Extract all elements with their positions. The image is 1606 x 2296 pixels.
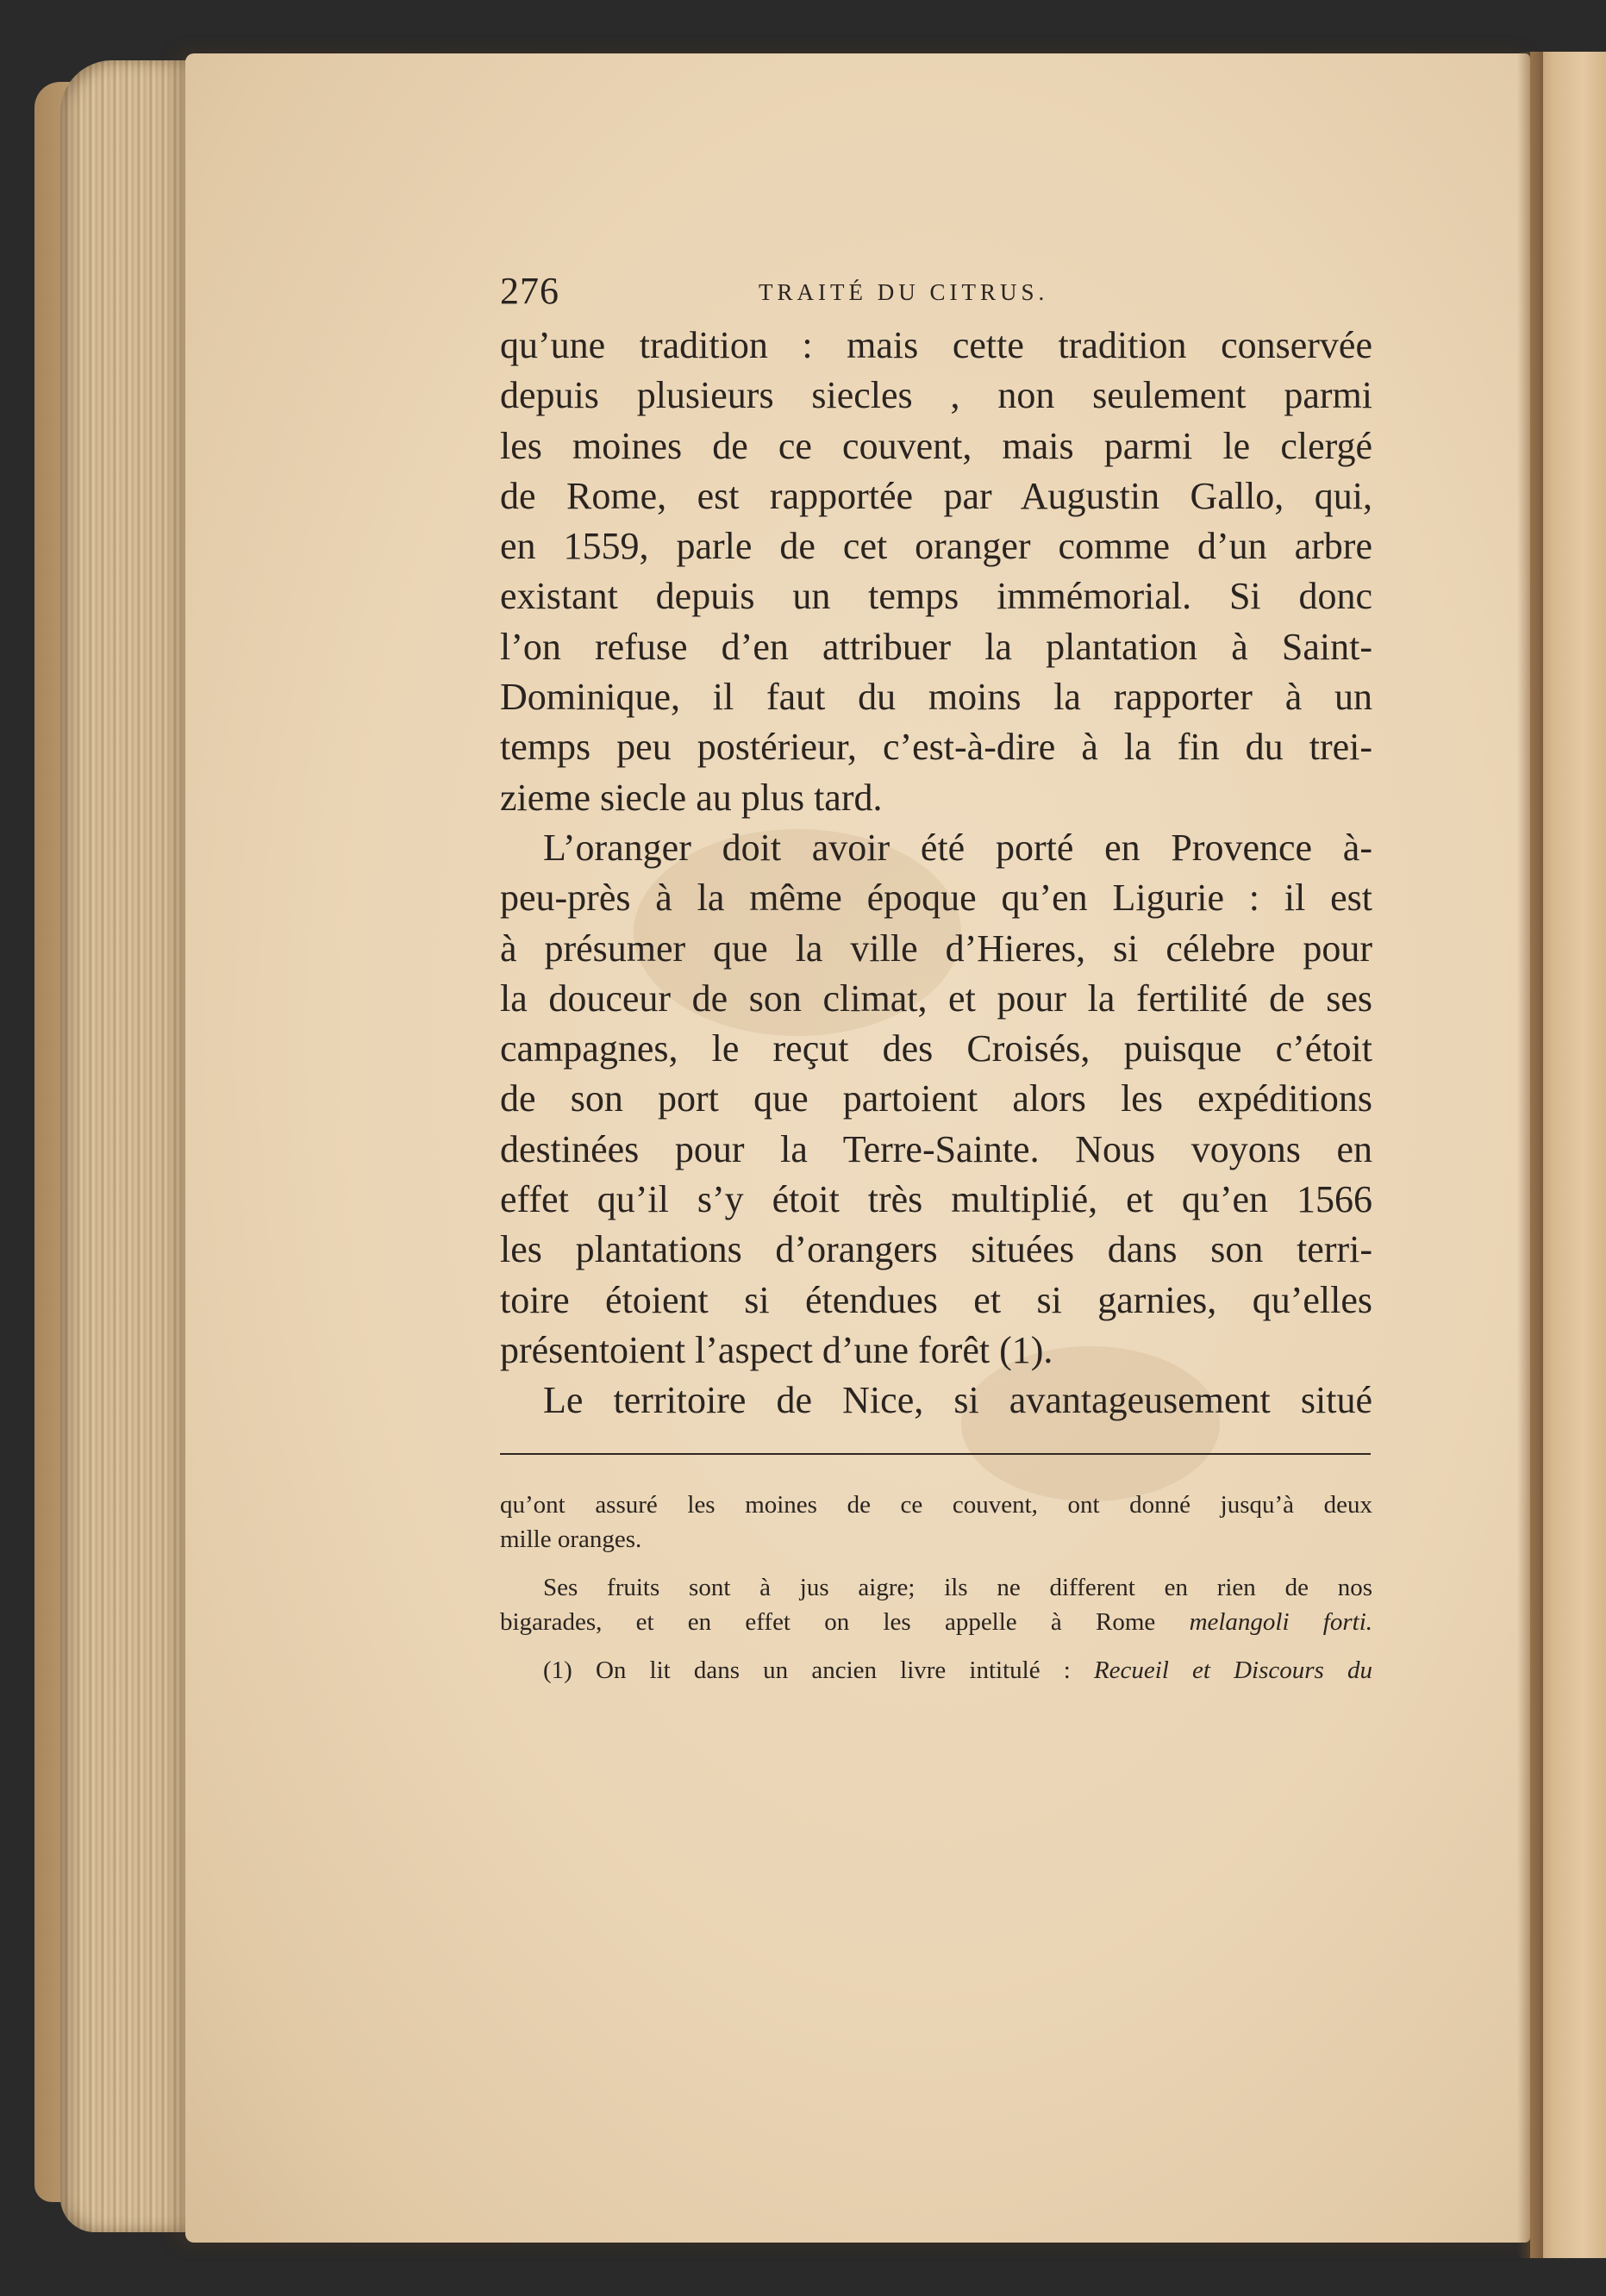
- footnote-text: bigarades, et en effet on les appelle à Rome: [500, 1608, 1190, 1636]
- text-line: depuis plusieurs siecles , non seulement parmi: [500, 374, 1372, 417]
- text-line: l’on refuse d’en attribuer la plantation à Saint-: [500, 625, 1372, 668]
- text-line: existant depuis un temps immémorial. Si donc: [500, 575, 1372, 618]
- text-line: de Rome, est rapportée par Augustin Gallo, qui,: [500, 474, 1372, 517]
- paragraph-start: Le territoire de Nice, si avantageusement situé: [543, 1379, 1372, 1422]
- book-gutter: [1517, 52, 1543, 2258]
- footnote-line: [500, 1653, 1372, 1688]
- footnote-line: mille oranges.: [500, 1525, 642, 1553]
- text-line: zieme siecle au plus tard.: [500, 776, 883, 819]
- footnote-rule: [500, 1453, 1371, 1455]
- footnotes: [500, 1488, 1372, 1688]
- text-line: la douceur de son climat, et pour la fertilité de ses: [500, 976, 1372, 1020]
- text-line: de son port que partoient alors les expéditions: [500, 1077, 1372, 1120]
- running-head: TRAITÉ DU CITRUS.: [759, 279, 1049, 305]
- paragraph-start: L’oranger doit avoir été porté en Provence à-: [543, 826, 1372, 869]
- footnote-line: [500, 1605, 1372, 1639]
- main-text: [500, 321, 1372, 1426]
- text-line: à présumer que la ville d’Hieres, si célebre pour: [500, 927, 1372, 970]
- text-line: en 1559, parle de cet oranger comme d’un arbre: [500, 525, 1372, 568]
- footnote-text: (1) On lit dans un ancien livre intitulé :: [543, 1656, 1094, 1684]
- page-number: 276: [500, 270, 559, 312]
- footnote-italic-text: melangoli forti.: [1189, 1608, 1373, 1636]
- text-line: qu’une tradition : mais cette tradition conservée: [500, 324, 1372, 366]
- text-line: campagnes, le reçut des Croisés, puisque c’étoit: [500, 1027, 1372, 1070]
- text-line: effet qu’il s’y étoit très multiplié, et qu’en 1566: [500, 1178, 1372, 1221]
- text-line: toire étoient si étendues et si garnies, qu’elles: [500, 1278, 1372, 1321]
- text-line: présentoient l’aspect d’une forêt (1).: [500, 1328, 1053, 1371]
- footnote-line: Ses fruits sont à jus aigre; ils ne different en rien de nos: [543, 1574, 1372, 1601]
- text-line: peu-près à la même époque qu’en Ligurie : il est: [500, 877, 1372, 920]
- text-line: temps peu postérieur, c’est-à-dire à la fin du trei-: [500, 726, 1372, 769]
- page-header: [500, 269, 1372, 321]
- footnote-line: qu’ont assuré les moines de ce couvent, ont donné jusqu’à deux: [500, 1491, 1372, 1519]
- text-line: les plantations d’orangers situées dans son terri-: [500, 1228, 1372, 1271]
- text-line: les moines de ce couvent, mais parmi le clergé: [500, 424, 1372, 467]
- footnote-gap: [500, 1557, 1372, 1570]
- text-line: Dominique, il faut du moins la rapporter à un: [500, 676, 1372, 719]
- footnote-italic-text: Recueil et Discours du: [1093, 1656, 1372, 1684]
- footnote-gap: [500, 1639, 1372, 1653]
- text-line: destinées pour la Terre-Sainte. Nous voyons en: [500, 1127, 1372, 1170]
